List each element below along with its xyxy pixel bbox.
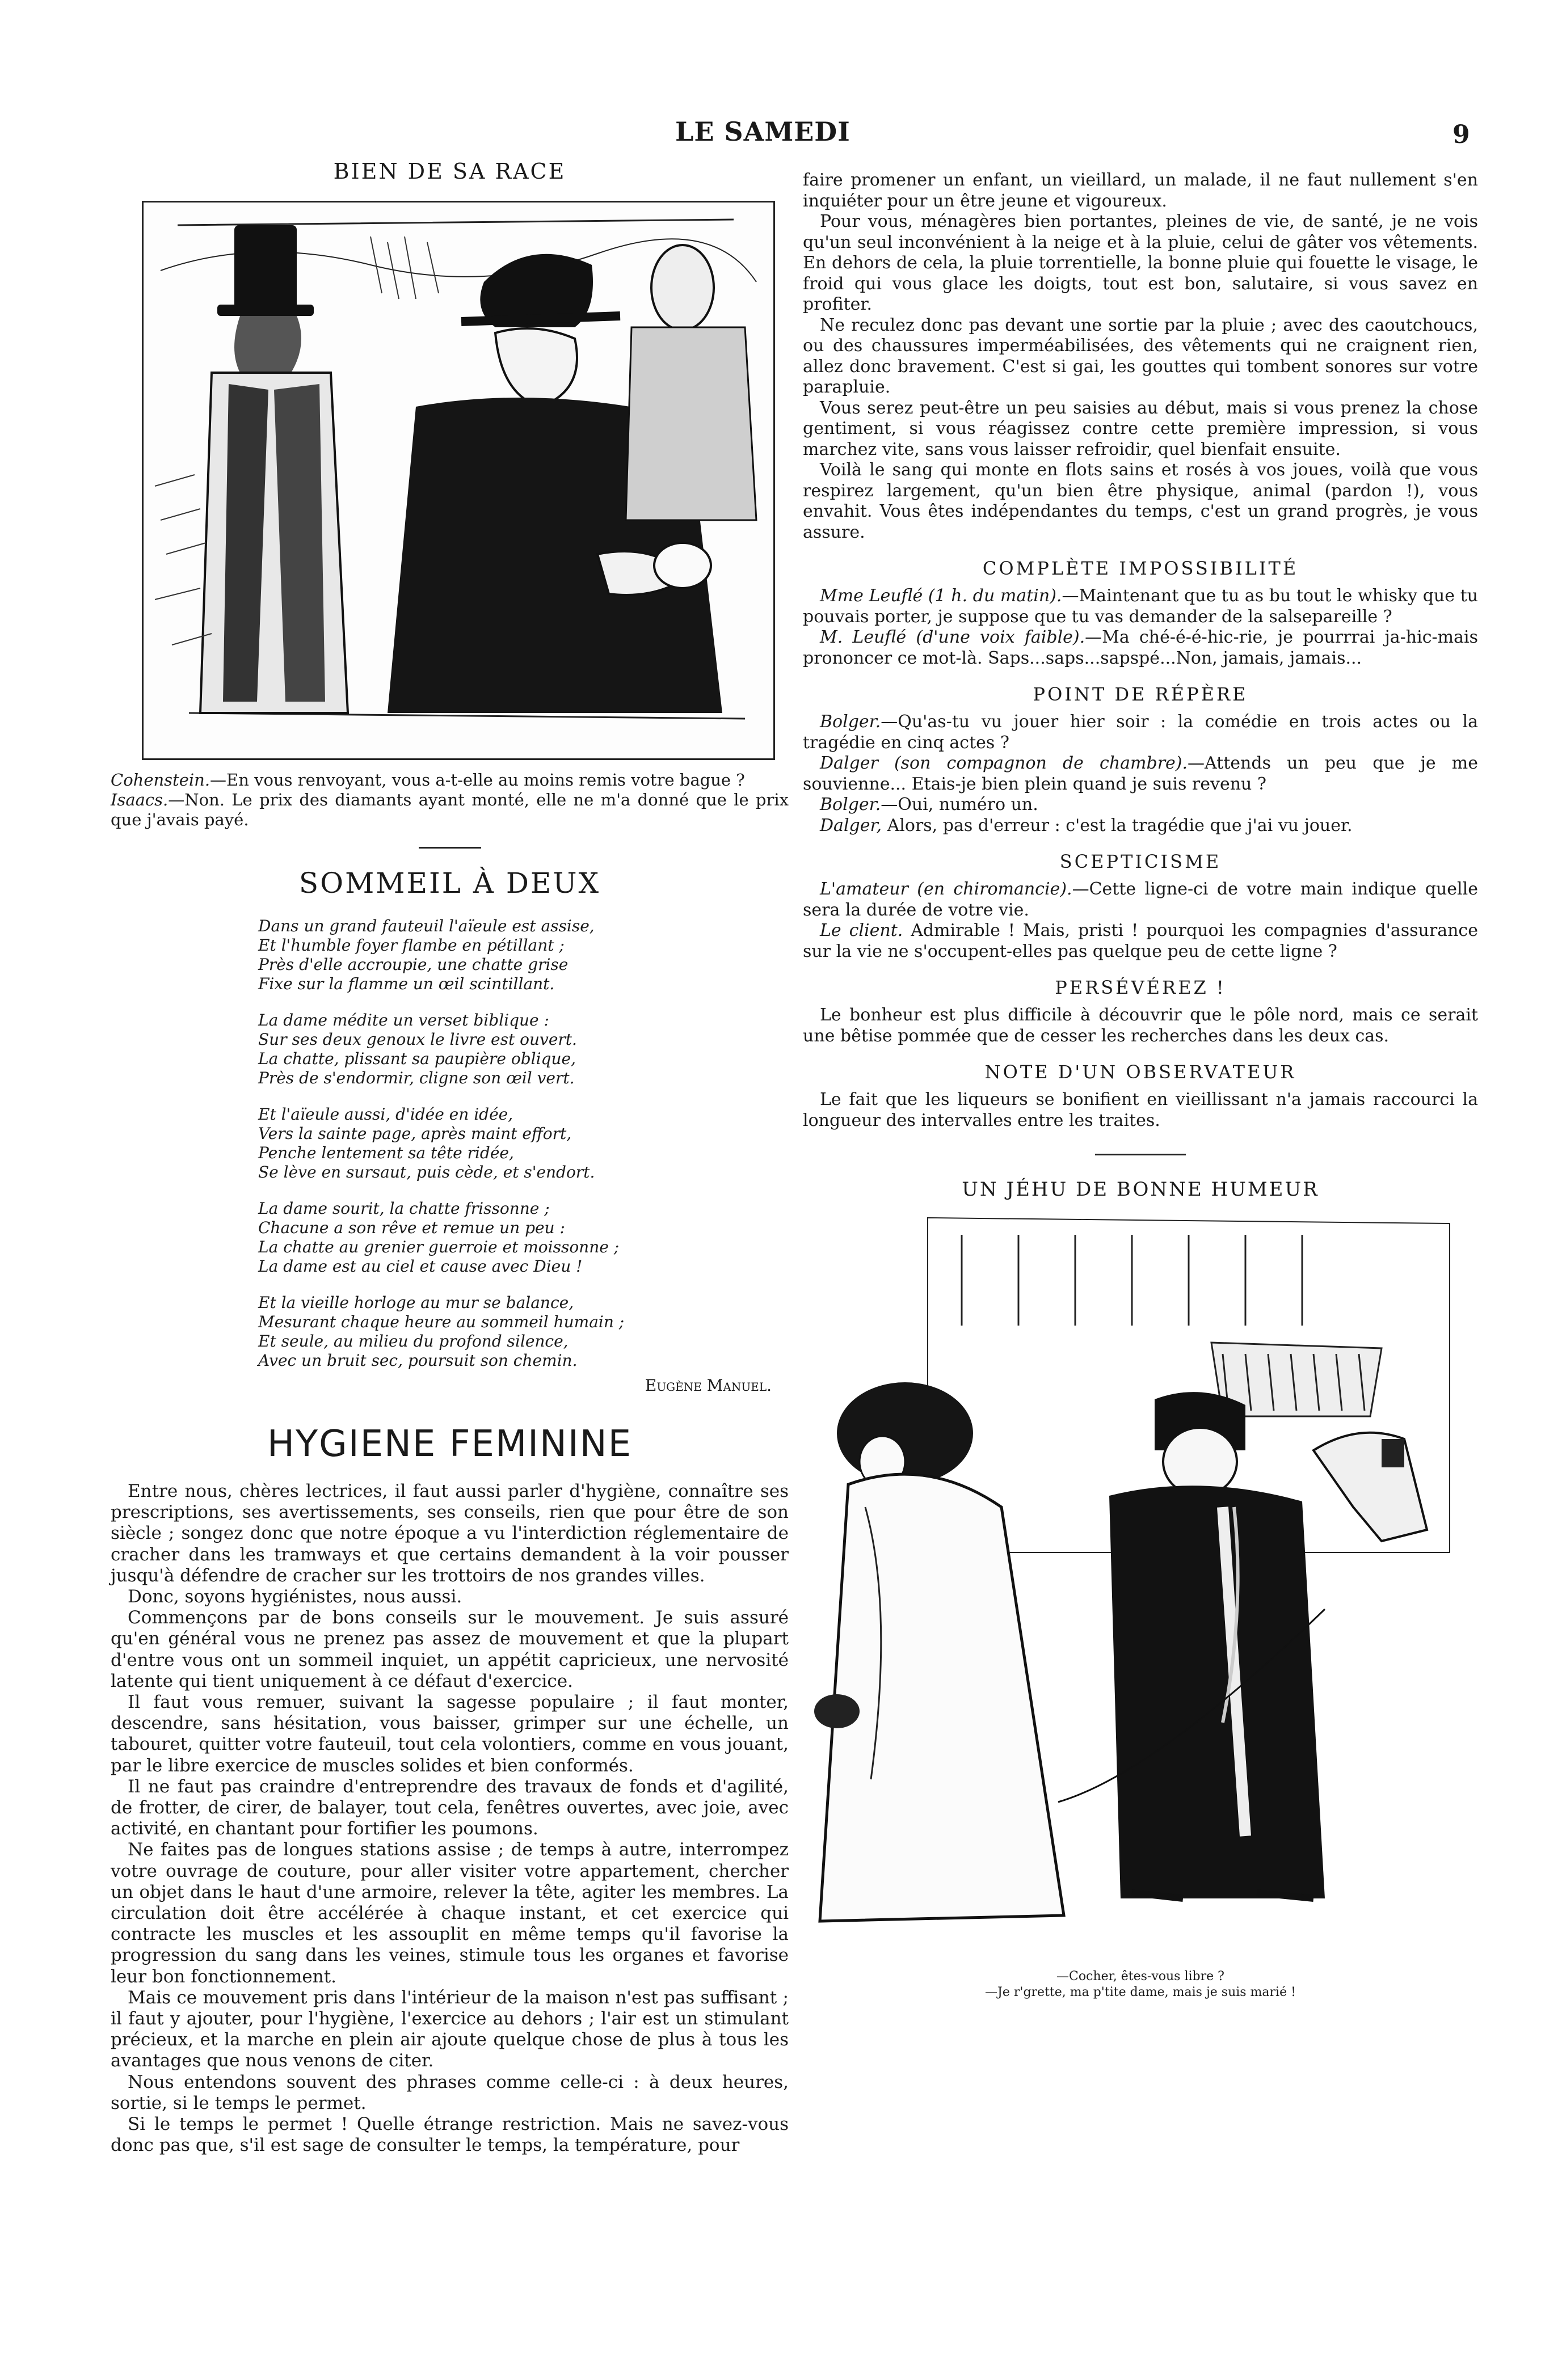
poem-stanza — [258, 1199, 689, 1276]
article-paragraph: Vous serez peut-être un peu saisies au début, mais si vous prenez la chose gentiment, si vous réagissez contre cette première impression, si vous marchez vite, sans vous laisser refroidir, quel bienfait ensuite. — [803, 398, 1478, 459]
joke-title: COMPLÈTE IMPOSSIBILITÉ — [982, 558, 1299, 579]
page-number: 9 — [1452, 120, 1470, 149]
poem-line: Et seule, au milieu du profond silence, — [258, 1332, 569, 1351]
article-paragraph: Mais ce mouvement pris dans l'intérieur de la maison n'est pas suffisant ; il faut y ajouter, pour l'hygiène, l'exercice au dehors ; l'air est un stimulant précieux, et la marche en plein air ajoute quelque chose de plus à tous les avantages que nous venons de citer. — [111, 1987, 789, 2071]
poem-line: La dame médite un verset biblique : — [258, 1011, 549, 1029]
article-continuation — [803, 170, 1478, 543]
poem-line: La chatte, plissant sa paupière oblique, — [258, 1049, 576, 1068]
poem-line: Avec un bruit sec, poursuit son chemin. — [258, 1351, 578, 1370]
joke-title: SCEPTICISME — [1059, 851, 1222, 872]
poem-line: Fixe sur la flamme un œil scintillant. — [258, 974, 555, 993]
joke-speaker: Dalger (son compagnon de chambre). — [820, 753, 1188, 773]
caption-speaker-1: Cohenstein. — [111, 770, 210, 790]
joke-text: —Oui, numéro un. — [881, 795, 1038, 815]
joke-line — [803, 1090, 1478, 1131]
poem-line: Vers la sainte page, après maint effort, — [258, 1124, 572, 1143]
poem-stanza — [258, 1293, 689, 1370]
caption-line-1: —En vous renvoyant, vous a-t-elle au moins remis votre bague ? — [210, 770, 745, 790]
poem-stanza — [258, 1105, 689, 1182]
joke-text: —Cette ligne-ci de votre main indique quelle sera la durée de votre vie. — [803, 879, 1478, 920]
page-header-title: LE SAMEDI — [675, 116, 851, 147]
joke-line — [803, 921, 1478, 962]
poem-line: Près de s'endormir, cligne son œil vert. — [258, 1069, 575, 1087]
joke-title: PERSÉVÉREZ ! — [1055, 977, 1226, 998]
joke-title: POINT DE RÉPÈRE — [1033, 683, 1248, 705]
poem-line: Dans un grand fauteuil l'aïeule est assise, — [258, 917, 595, 935]
poem-line: Sur ses deux genoux le livre est ouvert. — [258, 1030, 577, 1049]
poem-stanza — [258, 917, 689, 994]
cartoon1-illustration — [142, 201, 775, 760]
cartoon1-drawing — [144, 202, 773, 758]
poem-author: Eugène Manuel. — [645, 1376, 772, 1395]
joke-line — [803, 795, 1478, 816]
article-paragraph: Donc, soyons hygiénistes, nous aussi. — [128, 1586, 462, 1607]
article-paragraph: Il faut vous remuer, suivant la sagesse populaire ; il faut monter, descendre, sans hésitation, vous baisser, grimper sur une échelle, un tabouret, quitter votre fauteuil, tout cela volontiers, comme en vous jouant, par le libre exercice de muscles solides et bien conformés. — [111, 1692, 789, 1776]
poem-stanza — [258, 1011, 689, 1088]
caption-line-2: —Non. Le prix des diamants ayant monté, elle ne m'a donné que le prix que j'avais payé. — [111, 790, 789, 829]
joke-line — [803, 712, 1478, 753]
joke-text: Admirable ! Mais, pristi ! pourquoi les compagnies d'assurance sur la vie ne s'occupent-elles pas quelque peu de cette ligne ? — [803, 921, 1478, 961]
joke-text: —Qu'as-tu vu jouer hier soir : la comédie en trois actes ou la tragédie en cinq actes ? — [803, 712, 1478, 753]
article-paragraph: faire promener un enfant, un vieillard, un malade, il ne faut nullement s'en inquiéter pour un être jeune et vigoureux. — [803, 170, 1478, 211]
right-column — [803, 170, 1478, 2001]
joke-line — [803, 816, 1478, 837]
article-paragraph: Il ne faut pas craindre d'entreprendre des travaux de fonds et d'agilité, de frotter, de cirer, de balayer, tout cela, fenêtres ouvertes, avec joie, avec activité, en chantant pour fortifier les poumons. — [111, 1776, 789, 1839]
poem-line: Chacune a son rêve et remue un peu : — [258, 1218, 565, 1237]
poem-line: Et l'humble foyer flambe en pétillant ; — [258, 936, 565, 955]
joke-speaker: Bolger. — [820, 795, 881, 815]
article-paragraph: Ne faites pas de longues stations assise ; de temps à autre, interrompez votre ouvrage de couture, pour aller visiter votre appartement, chercher un objet dans le haut d'une armoire, relever la tête, agiter les membres. La circulation doit être accélérée à chaque instant, et cet exercice qui contracte les muscles et les assouplit en même temps qu'il favorise la progression du sang dans les veines, stimule tous les organes et favorise leur bon fonctionnement. — [111, 1839, 789, 1987]
joke-line — [803, 586, 1478, 627]
article-paragraph: Nous entendons souvent des phrases comme celle-ci : à deux heures, sortie, si le temps le permet. — [111, 2071, 789, 2113]
joke-title: NOTE D'UN OBSERVATEUR — [984, 1061, 1296, 1083]
joke-speaker: Mme Leuflé (1 h. du matin). — [820, 586, 1062, 606]
joke-text: Le bonheur est plus difficile à découvrir que le pôle nord, mais ce serait une bêtise pommée que de cesser les recherches dans les deux cas. — [803, 1005, 1478, 1046]
joke-text: Le fait que les liqueurs se bonifient en vieillissant n'a jamais raccourci la longueur des intervalles entre les traites. — [803, 1090, 1478, 1130]
joke-line — [803, 1005, 1478, 1046]
article-body — [111, 1481, 789, 2157]
joke-speaker: Dalger, — [820, 815, 882, 835]
joke-line — [803, 753, 1478, 795]
poem-line: Mesurant chaque heure au sommeil humain ; — [258, 1313, 625, 1331]
poem-line: La dame est au ciel et cause avec Dieu ! — [258, 1257, 583, 1276]
joke-text: —Maintenant que tu as bu tout le whisky que tu pouvais porter, je suppose que tu vas demander de la salsepareille ? — [803, 586, 1478, 627]
joke-speaker: M. Leuflé (d'une voix faible). — [820, 627, 1085, 647]
joke-speaker: L'amateur (en chiromancie). — [820, 879, 1072, 899]
article-paragraph: Entre nous, chères lectrices, il faut aussi parler d'hygiène, connaître ses prescriptions, ses avertissements, ses conseils, rien que pour être de son siècle ; songez donc que notre époque a vu l'interdiction réglementaire de cracher dans les tramways et que certains demandent à la voir pousser jusqu'à défendre de cracher sur les trottoirs de nos grandes villes. — [111, 1481, 789, 1586]
caption-speaker-2: Isaacs. — [111, 790, 169, 809]
poem-line: Se lève en sursaut, puis cède, et s'endort. — [258, 1163, 595, 1181]
joke-speaker: Le client. — [820, 921, 903, 940]
poem-line: La chatte au grenier guerroie et moissonne ; — [258, 1238, 620, 1256]
article-paragraph: Si le temps le permet ! Quelle étrange restriction. Mais ne savez-vous donc pas que, s'il est sage de consulter le temps, la température, pour — [111, 2114, 789, 2156]
joke-speaker: Bolger. — [820, 712, 881, 732]
joke-line — [803, 627, 1478, 669]
joke-text: Alors, pas d'erreur : c'est la tragédie que j'ai vu jouer. — [882, 815, 1353, 835]
poem-line: Et l'aïeule aussi, d'idée en idée, — [258, 1105, 513, 1124]
cartoon1-title: BIEN DE SA RACE — [333, 159, 566, 184]
joke-text: —Attends un peu que je me souvienne... Etais-je bien plein quand je suis revenu ? — [803, 753, 1478, 794]
joke-line — [803, 879, 1478, 921]
poem-line: Et la vieille horloge au mur se balance, — [258, 1293, 574, 1312]
cartoon2-drawing — [814, 1212, 1467, 1961]
poem-line: Penche lentement sa tête ridée, — [258, 1143, 514, 1162]
cartoon2-illustration — [814, 1212, 1467, 1961]
caption-line-1: —Cocher, êtes-vous libre ? — [1056, 1969, 1224, 1984]
article-paragraph: Pour vous, ménagères bien portantes, pleines de vie, de santé, je ne vois qu'un seul inconvénient à la neige et à la pluie, celui de gâter vos vêtements. En dehors de cela, la pluie torrentielle, la bonne pluie qui fouette le visage, le froid qui vous glace les doigts, tout est bon, salutaire, si vous savez en profiter. — [803, 212, 1478, 314]
cartoon2-caption — [803, 1969, 1478, 2001]
article-paragraph: Ne reculez donc pas devant une sortie par la pluie ; avec des caoutchoucs, ou des chaussures imperméabilisées, des vêtements qui ne craignent rien, allez donc bravement. C'est si gai, les gouttes qui tombent sonores sur votre parapluie. — [803, 315, 1478, 397]
article-title: HYGIENE FEMININE — [267, 1423, 633, 1465]
article-paragraph: Voilà le sang qui monte en flots sains et rosés à vos joues, voilà que vous respirez largement, qu'un bien être physique, animal (pardon !), vous envahit. Vous êtes indépendantes du temps, c'est un grand progrès, je vous assure. — [803, 460, 1478, 542]
caption-line-2: —Je r'grette, ma p'tite dame, mais je suis marié ! — [985, 1985, 1296, 1999]
cartoon2-title: UN JÉHU DE BONNE HUMEUR — [962, 1178, 1319, 1201]
joke-text: —Ma ché-é-é-hic-rie, je pourrrai ja-hic-mais prononcer ce mot-là. Saps...saps...sapspé...Non, jamais, jamais... — [803, 627, 1478, 668]
poem-line: Près d'elle accroupie, une chatte grise — [258, 955, 569, 974]
section-divider — [1095, 1154, 1186, 1155]
cartoon1-caption — [111, 770, 789, 830]
left-column — [111, 159, 789, 2157]
article-paragraph: Commençons par de bons conseils sur le mouvement. Je suis assuré qu'en général vous ne prenez pas assez de mouvement et que la plupart d'entre vous ont un sommeil inquiet, un appétit capricieux, une nervosité latente qui tient uniquement à ce défaut d'exercice. — [111, 1607, 789, 1691]
poem-title: SOMMEIL À DEUX — [298, 867, 601, 900]
section-divider — [419, 847, 481, 849]
poem-line: La dame sourit, la chatte frissonne ; — [258, 1199, 550, 1218]
poem-body — [258, 917, 689, 1370]
